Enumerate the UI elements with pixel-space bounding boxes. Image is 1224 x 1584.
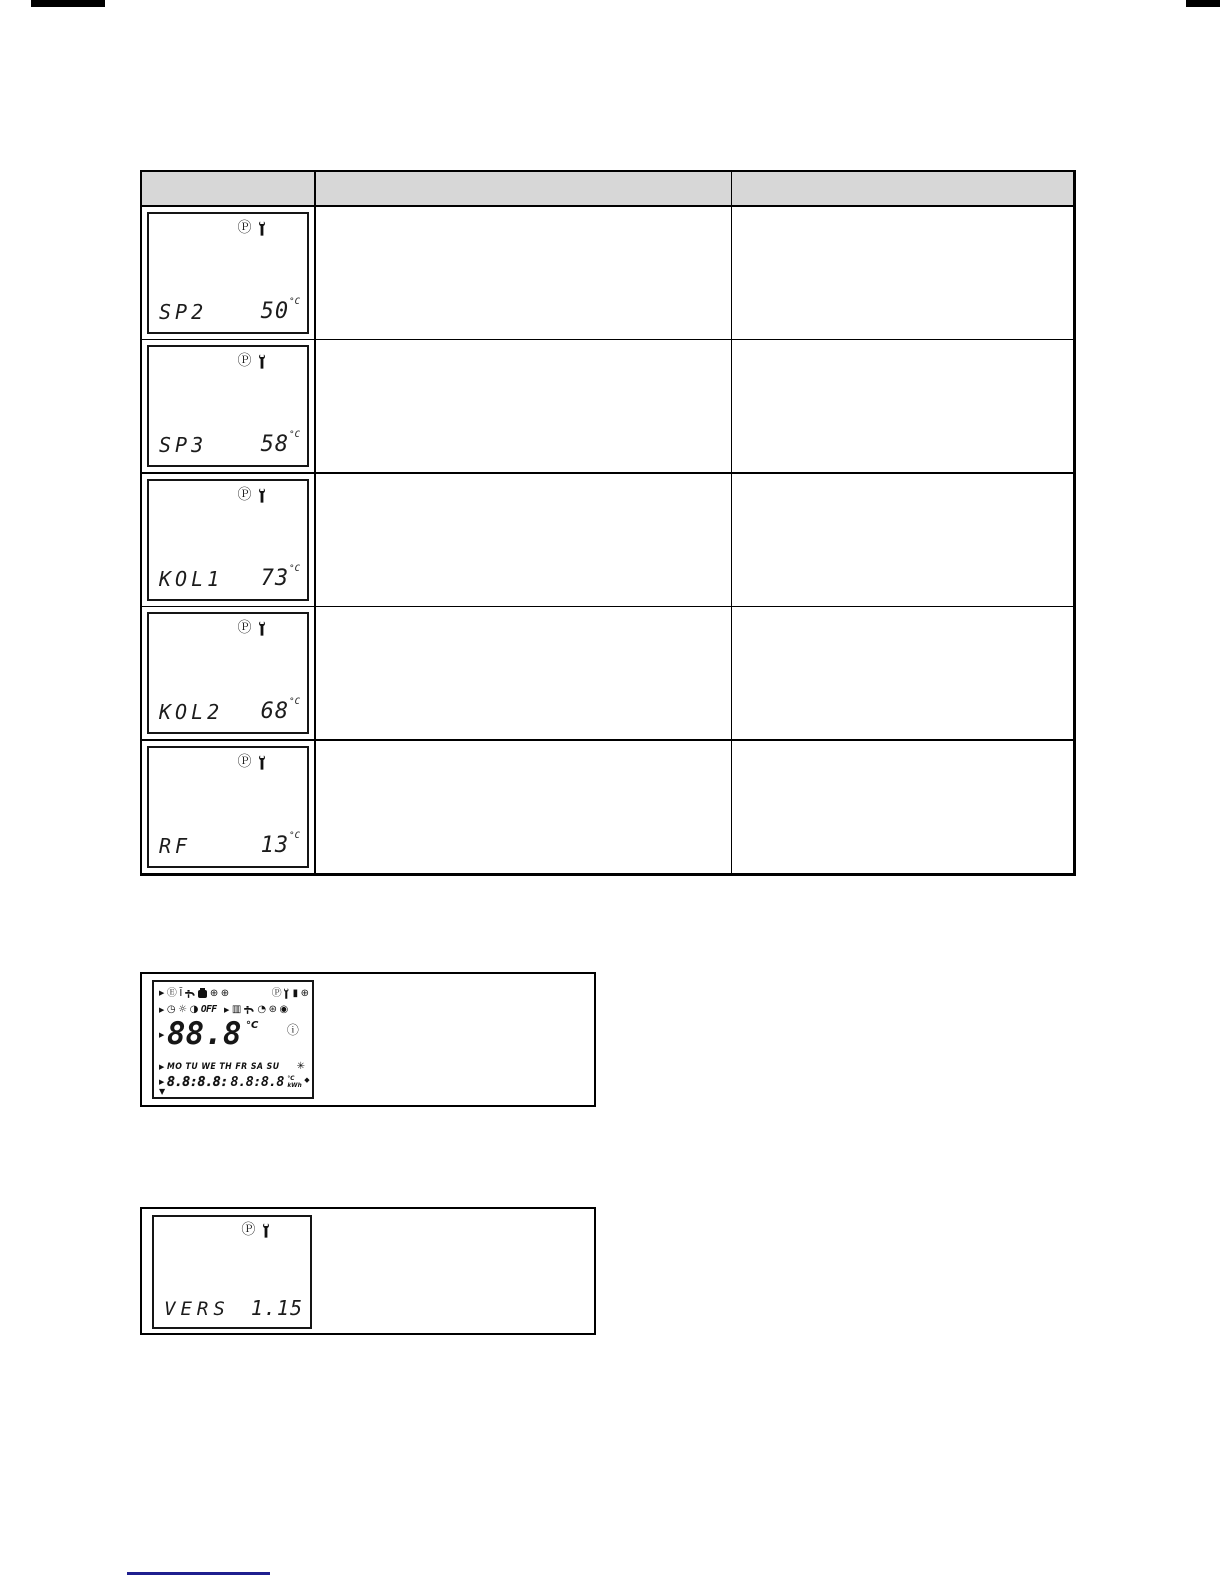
lcd-value — [261, 697, 300, 724]
temperature-digits: 88.8 — [166, 1016, 242, 1052]
status-icon-group-left — [159, 989, 229, 999]
lcd-row-time-values — [159, 1076, 309, 1090]
lcd-unit: °C — [289, 697, 300, 707]
lcd-readout — [164, 1296, 303, 1320]
lcd-value-digits: 13 — [260, 832, 290, 858]
version-value: 1.15 — [250, 1296, 303, 1320]
pointer-arrow-icon: ▶ — [159, 1031, 165, 1039]
program-icon: Ⓟ — [237, 486, 252, 503]
lcd-row-weekdays — [159, 1062, 309, 1072]
lcd-display — [147, 746, 309, 868]
service-wrench-icon — [259, 354, 267, 369]
status-icon-group-right — [272, 988, 309, 999]
clock-icon: ◷ — [166, 1004, 176, 1015]
lcd-status-icons — [237, 755, 267, 770]
lcd-value-digits: 50 — [260, 298, 290, 324]
description-cell — [316, 741, 731, 873]
action-cell — [732, 474, 1073, 606]
lcd-status-icons — [237, 488, 267, 503]
description-cell — [316, 607, 731, 739]
down-arrow-icon: ▼ — [159, 1087, 166, 1096]
program-icon: Ⓟ — [241, 1222, 256, 1238]
program-icon: Ⓟ — [237, 753, 252, 770]
program-icon: Ⓟ — [237, 620, 252, 636]
action-cell — [732, 741, 1073, 873]
description-cell — [316, 340, 731, 472]
timer-icon: ◔ — [257, 1004, 267, 1015]
info-icon: ⓘ — [286, 1023, 299, 1037]
lcd-status-icons — [237, 621, 267, 636]
header-cell — [142, 172, 314, 205]
lcd-display — [147, 212, 309, 334]
fan-icon: ⊛ — [268, 1004, 277, 1015]
display-cell — [142, 207, 314, 339]
holiday-icon: ✳ — [296, 1061, 305, 1072]
lcd-row-status-icons — [159, 988, 309, 999]
lcd-value-digits: 58 — [260, 432, 290, 457]
lcd-value-digits: 73 — [260, 565, 290, 591]
lcd-status-icons — [237, 354, 267, 369]
program-icon: Ⓟ — [237, 353, 252, 369]
action-cell — [732, 207, 1073, 339]
pointer-arrow-icon: ▶ — [159, 1062, 165, 1071]
lcd-parameter-label: KOL2 — [159, 700, 224, 724]
flame-icon: ◆ — [304, 1076, 310, 1085]
pointer-arrow-icon: ▶ — [224, 1005, 230, 1014]
unit-kwh: kWh — [287, 1082, 302, 1089]
header-cell — [732, 172, 1073, 205]
program-icon: Ⓟ — [237, 219, 252, 236]
lcd-unit: °C — [289, 296, 300, 307]
display-legend-panel — [140, 972, 596, 1107]
lcd-display — [147, 479, 309, 601]
lcd-status-icons — [237, 221, 267, 236]
unit-celsius: °C — [287, 1076, 295, 1083]
sun-icon: ☼ — [178, 1004, 188, 1015]
crop-mark-top-left — [31, 0, 105, 7]
lcd-readout — [159, 831, 300, 858]
program-icon: Ⓟ — [271, 987, 282, 999]
time-digits: 8.8:8.8: — [166, 1074, 228, 1090]
tap-icon — [185, 990, 196, 998]
error-icon: Ⓔ — [166, 987, 177, 999]
display-cell — [142, 741, 314, 873]
pointer-arrow-icon: ▶ — [159, 1078, 165, 1087]
lcd-parameter-label: KOL1 — [159, 566, 224, 591]
lcd-value — [261, 831, 300, 858]
lcd-readout — [159, 430, 300, 457]
lcd-value — [261, 430, 300, 457]
display-cell — [142, 607, 314, 739]
lcd-parameter-label: SP2 — [159, 299, 208, 324]
pump-icon: ⊕ — [209, 987, 219, 999]
boiler-icon — [198, 990, 207, 998]
version-label: VERS — [164, 1298, 230, 1320]
display-cell — [142, 340, 314, 472]
unit-stack — [287, 1076, 301, 1089]
heating-element-icon: ▮ — [292, 987, 299, 999]
lcd-display — [147, 612, 309, 734]
lcd-value — [261, 297, 300, 324]
pointer-arrow-icon: ▶ — [159, 1005, 165, 1014]
settings-table — [140, 170, 1076, 876]
lcd-parameter-label: RF — [159, 833, 192, 858]
lcd-readout — [159, 297, 300, 324]
moon-icon: ◑ — [189, 1004, 199, 1015]
pump-icon: ⊕ — [220, 987, 230, 999]
lcd-unit: °C — [289, 830, 300, 841]
thermometer-icon: Ī — [179, 987, 183, 999]
version-panel — [140, 1207, 596, 1335]
weekday-labels: MO TU WE TH FR SA SU — [166, 1061, 280, 1072]
service-wrench-icon — [263, 1223, 271, 1238]
lcd-row-temperature — [159, 1016, 309, 1052]
pump-icon: ◉ — [279, 1004, 289, 1015]
temperature-unit: °C — [246, 1020, 259, 1031]
header-cell — [316, 172, 731, 205]
tap-icon — [244, 1006, 255, 1014]
lcd-value-digits: 68 — [260, 699, 290, 724]
lcd-status-icons — [241, 1223, 271, 1238]
action-cell — [732, 340, 1073, 472]
lcd-unit: °C — [289, 430, 300, 440]
lcd-parameter-label: SP3 — [159, 433, 208, 457]
service-wrench-icon — [259, 755, 267, 770]
value-digits: 8.8:8.8 — [230, 1074, 284, 1090]
radiator-icon: ▥ — [231, 1004, 242, 1015]
lcd-unit: °C — [289, 563, 300, 574]
service-wrench-icon — [259, 621, 267, 636]
lcd-display — [152, 1215, 312, 1329]
service-wrench-icon — [284, 988, 290, 999]
lcd-row-mode-icons — [159, 1005, 309, 1015]
crop-mark-top-right — [1186, 0, 1220, 7]
lcd-value — [261, 564, 300, 591]
description-cell — [316, 207, 731, 339]
lcd-display — [147, 345, 309, 467]
action-cell — [732, 607, 1073, 739]
lcd-readout — [159, 697, 300, 724]
display-cell — [142, 474, 314, 606]
description-cell — [316, 474, 731, 606]
hyperlink-underline[interactable] — [127, 1572, 270, 1575]
full-lcd-display — [152, 980, 314, 1099]
service-wrench-icon — [259, 221, 267, 236]
service-wrench-icon — [259, 488, 267, 503]
off-label: OFF — [200, 1004, 217, 1016]
pointer-arrow-icon: ▶ — [159, 989, 165, 997]
pump-icon: ⊕ — [300, 987, 309, 999]
lcd-readout — [159, 564, 300, 591]
